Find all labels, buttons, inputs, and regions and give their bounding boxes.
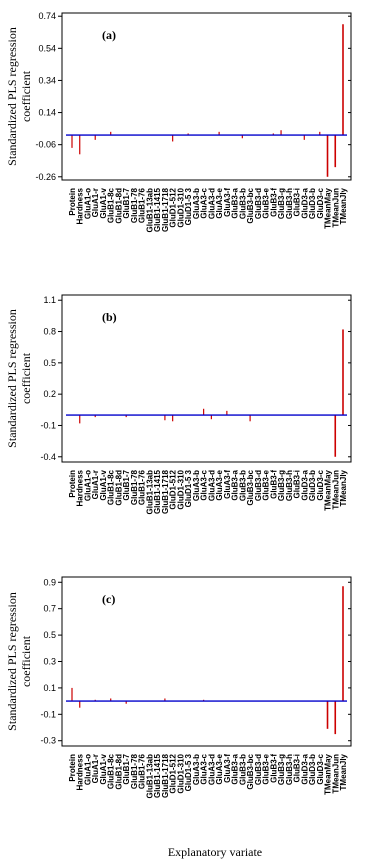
category-label: GluA3-d: [207, 188, 217, 220]
category-label: GluA3-e: [215, 188, 225, 219]
category-label: GluB3-a: [230, 188, 240, 219]
category-label: GluB3-d: [253, 470, 263, 502]
panel-1: [5, 11, 351, 232]
y-tick-label: -0.06: [35, 139, 56, 150]
y-axis-label: Standardized PLS regression: [5, 309, 19, 448]
category-label: GluD1-310: [176, 754, 186, 794]
category-label: GluB1-7: [122, 470, 132, 501]
panel-label: (b): [102, 310, 117, 324]
category-label: GluB3-d: [253, 188, 263, 220]
category-label: GluB1-78: [129, 470, 139, 506]
category-label: GluA1-o: [83, 754, 93, 786]
category-label: GluB3-e: [261, 188, 271, 219]
category-label: GluA1-o: [83, 188, 93, 220]
category-label: GluA1-v: [98, 470, 108, 501]
category-label: GluB3-b: [238, 754, 248, 786]
category-label: GluD3-b: [308, 188, 318, 220]
category-label: GluD1-512: [168, 188, 178, 228]
category-label: Protein: [68, 188, 77, 216]
category-label: GluB3-h: [284, 470, 294, 502]
category-label: GluB1-8c: [106, 188, 116, 224]
category-label: GluB3-d: [253, 754, 263, 786]
category-label: GluB1-8c: [106, 470, 116, 506]
category-label: GluA3-e: [215, 470, 225, 501]
category-label: GluB1-76: [137, 188, 147, 224]
panel-label: (a): [102, 28, 116, 42]
y-axis-label: coefficient: [19, 352, 33, 405]
category-label: GluB3-i: [292, 754, 302, 783]
category-label: GluB1-7: [122, 188, 132, 219]
category-label: GluB3-bc: [246, 187, 256, 224]
y-tick-label: 0.1: [43, 682, 56, 693]
category-label: Hardness: [75, 470, 85, 507]
category-label: GluB1-76: [137, 754, 147, 790]
category-label: GluB3-f: [269, 188, 279, 217]
y-tick-label: -0.4: [40, 451, 56, 462]
category-label: TMeanJun: [331, 188, 341, 228]
category-label: GluB3-h: [284, 754, 294, 786]
category-label: GluB3-g: [277, 470, 287, 502]
y-tick-label: 0.9: [43, 577, 56, 588]
panel-2: [5, 295, 351, 514]
category-label: GluA3-c: [199, 470, 209, 501]
category-label: GluD3-c: [315, 188, 325, 219]
category-label: GluB3-b: [238, 470, 248, 502]
y-tick-label: 0.54: [38, 43, 56, 54]
category-label: GluA3-f: [222, 188, 232, 217]
category-label: GluB1-1415: [153, 470, 163, 515]
category-label: GluA1-o: [83, 470, 93, 502]
category-label: GluB1-8d: [114, 470, 124, 506]
category-label: GluA3-d: [207, 470, 217, 502]
y-tick-label: 0.7: [43, 603, 56, 614]
category-label: GluD1-512: [168, 754, 178, 794]
category-label: GluB1-8d: [114, 188, 124, 224]
category-label: GluB3-a: [230, 470, 240, 501]
y-axis-label: coefficient: [19, 70, 33, 123]
category-label: TMeanJly: [339, 470, 348, 507]
y-tick-label: -0.1: [40, 709, 56, 720]
category-label: GluD3-c: [315, 470, 325, 501]
category-label: GluD1-310: [176, 470, 186, 510]
y-tick-label: -0.26: [35, 171, 56, 182]
category-label: GluB3-e: [261, 470, 271, 501]
category-label: GluB3-g: [277, 754, 287, 786]
category-label: GluB3-i: [292, 188, 302, 217]
category-label: TMeanMay: [323, 470, 333, 511]
y-tick-label: 0.2: [43, 389, 56, 400]
category-label: TMeanJun: [331, 754, 341, 794]
category-label: TMeanJly: [339, 188, 348, 225]
category-label: GluB3-bc: [246, 754, 256, 790]
category-label: TMeanMay: [323, 188, 333, 229]
category-label: GluB3-f: [269, 754, 279, 783]
category-label: TMeanMay: [323, 754, 333, 795]
category-label: GluB1-13ab: [145, 754, 155, 799]
category-label: GluA1-v: [98, 188, 108, 219]
category-label: GluD1-5 3: [184, 754, 194, 792]
category-label: GluD3-a: [300, 754, 310, 785]
category-label: GluA1-v: [98, 754, 108, 785]
category-label: GluB3-h: [284, 188, 294, 220]
category-label: GluB1-8d: [114, 754, 124, 790]
category-label: GluD3-c: [315, 754, 325, 785]
category-label: GluB1-1415: [153, 754, 163, 799]
category-label: GluB3-b: [238, 187, 248, 220]
y-tick-label: 0.74: [38, 11, 56, 22]
category-label: GluA3-d: [207, 754, 217, 786]
y-tick-label: -0.3: [40, 735, 56, 746]
y-axis-label: Standardized PLS regression: [5, 27, 19, 166]
category-label: GluA3-f: [222, 754, 232, 783]
category-label: GluA1-r: [91, 188, 101, 218]
category-label: GluB1-7: [122, 754, 132, 785]
y-tick-label: 1.1: [43, 295, 56, 306]
category-label: GluA1-r: [91, 754, 101, 784]
y-tick-label: 0.5: [43, 630, 56, 641]
y-tick-label: 0.3: [43, 656, 56, 667]
category-label: Protein: [68, 754, 77, 782]
category-label: GluA3-c: [199, 188, 209, 219]
category-label: GluD3-a: [300, 470, 310, 501]
category-label: GluD1-5 3: [184, 188, 194, 226]
panel-3: [5, 577, 351, 798]
category-label: GluA3-b: [191, 188, 201, 220]
category-label: GluD1-512: [168, 470, 178, 510]
category-label: GluB1-1718: [160, 754, 170, 799]
panel-label: (c): [102, 592, 116, 606]
category-label: Hardness: [75, 754, 85, 791]
category-label: GluB1-1718: [160, 470, 170, 515]
x-axis-label: Explanatory variate: [167, 845, 263, 859]
category-label: GluA3-b: [191, 754, 201, 786]
category-label: GluB3-bc: [246, 470, 256, 506]
category-label: TMeanJun: [331, 470, 341, 510]
y-axis-label: Standardized PLS regression: [5, 592, 19, 731]
category-label: GluB1-1415: [153, 188, 163, 233]
category-label: GluA3-b: [191, 470, 201, 502]
category-label: GluB1-78: [129, 754, 139, 790]
category-label: GluB1-76: [137, 470, 147, 506]
category-label: TMeanJly: [339, 754, 348, 791]
category-label: GluB3-i: [292, 470, 302, 499]
category-label: GluB3-g: [277, 188, 287, 220]
category-label: GluA3-e: [215, 754, 225, 785]
category-label: GluB1-13ab: [145, 188, 155, 233]
y-tick-label: 0.5: [43, 357, 56, 368]
y-tick-label: 0.8: [43, 326, 56, 337]
category-label: GluA3-c: [199, 754, 209, 785]
category-label: GluD3-b: [308, 470, 318, 502]
y-tick-label: 0.34: [38, 75, 56, 86]
category-label: GluB1-78: [129, 188, 139, 224]
category-label: GluA1-r: [91, 470, 101, 500]
category-label: Hardness: [75, 188, 85, 225]
category-label: GluB1-1718: [160, 188, 170, 233]
category-label: Protein: [68, 470, 77, 498]
y-tick-label: -0.1: [40, 420, 56, 431]
y-axis-label: coefficient: [19, 635, 33, 688]
y-tick-label: 0.14: [38, 107, 56, 118]
category-label: GluA3-f: [222, 470, 232, 499]
category-label: GluD1-5 3: [184, 470, 194, 508]
category-label: GluD3-a: [300, 188, 310, 219]
category-label: GluD3-b: [308, 754, 318, 786]
category-label: GluD1-310: [176, 188, 186, 228]
category-label: GluB3-e: [261, 754, 271, 785]
category-label: GluB3-a: [230, 754, 240, 785]
category-label: GluB1-13ab: [145, 470, 155, 515]
category-label: GluB3-f: [269, 470, 279, 499]
category-label: GluB1-8c: [106, 754, 116, 790]
